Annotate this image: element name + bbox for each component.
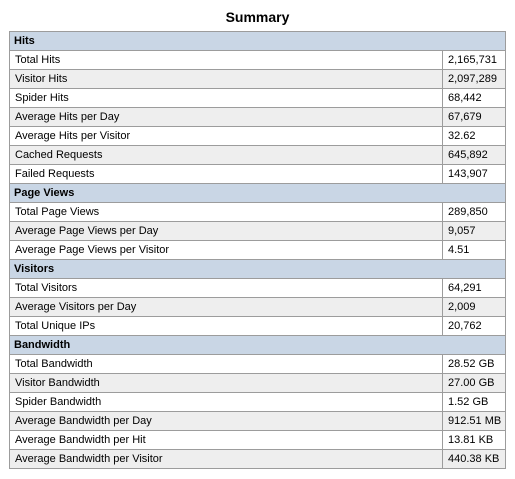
row-label: Average Hits per Visitor [10, 127, 443, 146]
table-row [10, 431, 506, 450]
section-header-visitors [10, 260, 506, 279]
table-row [10, 393, 506, 412]
section-header-label: Visitors [10, 260, 506, 279]
table-row [10, 450, 506, 469]
row-value: 4.51 [443, 241, 506, 260]
row-label: Total Unique IPs [10, 317, 443, 336]
row-value: 912.51 MB [443, 412, 506, 431]
row-value: 32.62 [443, 127, 506, 146]
table-row [10, 241, 506, 260]
table-row [10, 146, 506, 165]
table-row [10, 203, 506, 222]
row-value: 2,097,289 [443, 70, 506, 89]
row-label: Average Bandwidth per Visitor [10, 450, 443, 469]
row-label: Average Bandwidth per Hit [10, 431, 443, 450]
section-header-hits [10, 32, 506, 51]
row-label: Spider Bandwidth [10, 393, 443, 412]
row-value: 64,291 [443, 279, 506, 298]
row-label: Average Hits per Day [10, 108, 443, 127]
row-value: 1.52 GB [443, 393, 506, 412]
summary-table-body [10, 32, 506, 469]
row-value: 2,165,731 [443, 51, 506, 70]
section-header-label: Bandwidth [10, 336, 506, 355]
row-value: 9,057 [443, 222, 506, 241]
table-row [10, 127, 506, 146]
row-label: Average Visitors per Day [10, 298, 443, 317]
row-value: 645,892 [443, 146, 506, 165]
row-label: Visitor Hits [10, 70, 443, 89]
table-row [10, 51, 506, 70]
row-label: Total Bandwidth [10, 355, 443, 374]
section-header-page-views [10, 184, 506, 203]
row-value: 289,850 [443, 203, 506, 222]
section-header-bandwidth [10, 336, 506, 355]
row-value: 67,679 [443, 108, 506, 127]
table-row [10, 317, 506, 336]
table-row [10, 279, 506, 298]
section-header-label: Hits [10, 32, 506, 51]
table-row [10, 355, 506, 374]
row-value: 440.38 KB [443, 450, 506, 469]
summary-table [9, 31, 506, 469]
row-label: Total Visitors [10, 279, 443, 298]
table-row [10, 374, 506, 393]
row-label: Average Page Views per Visitor [10, 241, 443, 260]
row-label: Average Bandwidth per Day [10, 412, 443, 431]
table-row [10, 70, 506, 89]
table-row [10, 165, 506, 184]
row-value: 27.00 GB [443, 374, 506, 393]
row-label: Spider Hits [10, 89, 443, 108]
section-header-label: Page Views [10, 184, 506, 203]
row-label: Average Page Views per Day [10, 222, 443, 241]
table-row [10, 222, 506, 241]
table-row [10, 108, 506, 127]
table-row [10, 412, 506, 431]
row-value: 68,442 [443, 89, 506, 108]
row-value: 20,762 [443, 317, 506, 336]
row-value: 13.81 KB [443, 431, 506, 450]
row-label: Cached Requests [10, 146, 443, 165]
row-label: Failed Requests [10, 165, 443, 184]
table-row [10, 89, 506, 108]
row-label: Total Page Views [10, 203, 443, 222]
table-row [10, 298, 506, 317]
page-title: Summary [225, 9, 290, 25]
row-value: 2,009 [443, 298, 506, 317]
row-value: 143,907 [443, 165, 506, 184]
row-value: 28.52 GB [443, 355, 506, 374]
row-label: Total Hits [10, 51, 443, 70]
row-label: Visitor Bandwidth [10, 374, 443, 393]
